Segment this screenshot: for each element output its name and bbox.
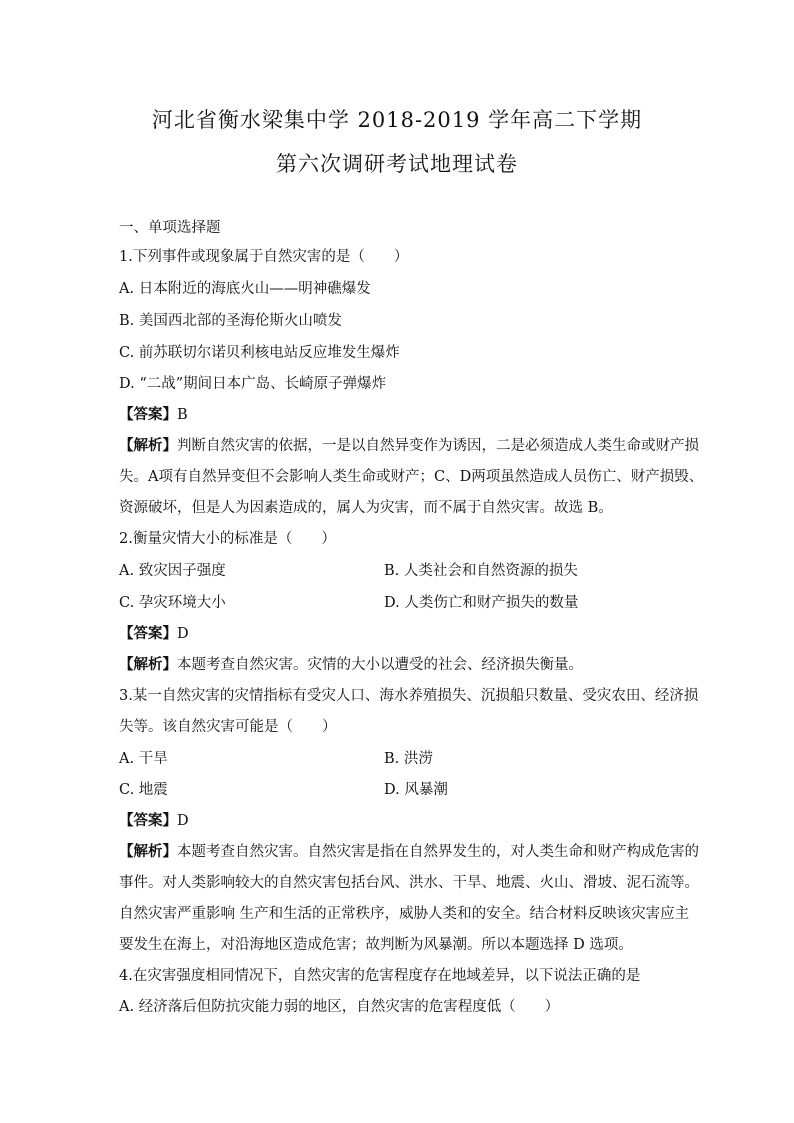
question-1-answer bbox=[119, 405, 679, 425]
section-heading: 一、单项选择题 bbox=[119, 220, 221, 236]
question-3-stem-line-1: 3.某一自然灾害的灾情指标有受灾人口、海水养殖损失、沉损船只数量、受灾农田、经济损 bbox=[119, 688, 699, 704]
answer-label: 【答案】 bbox=[119, 406, 177, 423]
exam-title-line-1: 河北省衡水梁集中学 2018-2019 学年高二下学期 bbox=[151, 108, 643, 132]
question-3-analysis-line-2: 事件。对人类影响较大的自然灾害包括台风、洪水、干旱、地震、火山、滑坡、泥石流等。 bbox=[119, 875, 699, 891]
question-3-stem-line-2: 失等。该自然灾害可能是（ ） bbox=[119, 719, 337, 735]
question-2-option-a: A. 致灾因子强度 bbox=[119, 563, 226, 579]
question-2-option-d: D. 人类伤亡和财产损失的数量 bbox=[384, 595, 579, 611]
answer-label: 【答案】 bbox=[119, 625, 177, 642]
question-1-analysis-line-2: 失。A项有自然异变但不会影响人类生命或财产；C、D两项虽然造成人员伤亡、财产损毁、 bbox=[119, 469, 704, 485]
question-1-option-b: B. 美国西北部的圣海伦斯火山喷发 bbox=[119, 313, 342, 329]
question-1-analysis-line-1 bbox=[119, 436, 699, 456]
question-3-option-d: D. 风暴潮 bbox=[384, 782, 448, 798]
question-2-stem: 2.衡量灾情大小的标准是（ ） bbox=[119, 531, 336, 547]
question-1-option-c: C. 前苏联切尔诺贝利核电站反应堆发生爆炸 bbox=[119, 345, 400, 361]
question-3-analysis-line-1 bbox=[119, 842, 699, 862]
question-3-answer bbox=[119, 811, 679, 831]
answer-value: D bbox=[177, 813, 189, 829]
question-3-analysis-line-4: 要发生在海上，对沿海地区造成危害；故判断为风暴潮。所以本题选择 D 选项。 bbox=[119, 937, 633, 953]
question-2-option-b: B. 人类社会和自然资源的损失 bbox=[384, 563, 578, 579]
question-4-stem: 4.在灾害强度相同情况下，自然灾害的危害程度存在地域差异，以下说法正确的是 bbox=[119, 968, 641, 984]
question-1-stem: 1.下列事件或现象属于自然灾害的是（ ） bbox=[119, 249, 409, 265]
exam-title-line-2: 第六次调研考试地理试卷 bbox=[276, 152, 518, 176]
question-1-option-a: A. 日本附近的海底火山——明神礁爆发 bbox=[119, 281, 371, 297]
question-1-option-d: D. “二战”期间日本广岛、长崎原子弹爆炸 bbox=[119, 376, 387, 392]
question-1-analysis-line-3: 资源破坏，但是人为因素造成的，属人为灾害，而不属于自然灾害。故选 B。 bbox=[119, 500, 613, 516]
answer-label: 【答案】 bbox=[119, 812, 177, 829]
answer-value: B bbox=[177, 407, 188, 423]
question-2-answer bbox=[119, 624, 679, 644]
answer-value: D bbox=[177, 626, 189, 642]
question-2-analysis-line-1 bbox=[119, 655, 679, 675]
analysis-label: 【解析】 bbox=[119, 437, 177, 454]
question-3-analysis-line-3: 自然灾害严重影响 生产和生活的正常秩序，威胁人类和的安全。结合材料反映该灾害应主 bbox=[119, 906, 690, 922]
analysis-text: 本题考查自然灾害。灾情的大小以遭受的社会、经济损失衡量。 bbox=[177, 657, 583, 673]
question-4-option-a: A. 经济落后但防抗灾能力弱的地区，自然灾害的危害程度低（ ） bbox=[119, 999, 560, 1015]
analysis-label: 【解析】 bbox=[119, 656, 177, 673]
analysis-text: 判断自然灾害的依据，一是以自然异变作为诱因，二是必须造成人类生命或财产损 bbox=[177, 438, 699, 454]
analysis-text: 本题考查自然灾害。自然灾害是指在自然界发生的，对人类生命和财产构成危害的 bbox=[177, 844, 699, 860]
question-3-option-c: C. 地震 bbox=[119, 782, 168, 798]
question-2-option-c: C. 孕灾环境大小 bbox=[119, 595, 226, 611]
question-3-option-a: A. 干旱 bbox=[119, 751, 168, 767]
analysis-label: 【解析】 bbox=[119, 843, 177, 860]
question-3-option-b: B. 洪涝 bbox=[384, 751, 433, 767]
